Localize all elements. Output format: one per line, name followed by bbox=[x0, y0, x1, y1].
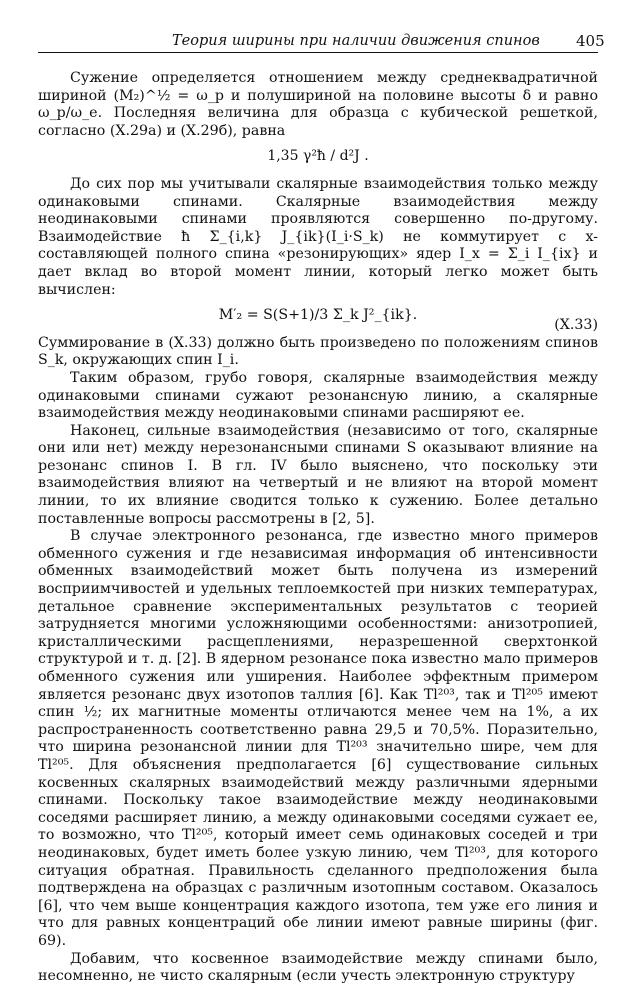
equation-number: (X.33) bbox=[554, 317, 598, 334]
paragraph-narrowing: Сужение определяется отношением между среднеквадратичной шириной (M₂)^½ = ω_p и полушириной на половине высоты δ и равно ω_p/ω_e. Последняя величина для образца с кубической решеткой, согласно (X.29a) и (X.29б), равна bbox=[38, 70, 598, 139]
paragraph-scalar-interactions: До сих пор мы учитывали скалярные взаимодействия только между одинаковыми спинами. Скалярные взаимодействия между неодинаковыми спинами проявляются совершенно по-другому. Взаимодействие ħ Σ_{i,k} J_{ik}(I_i·S_k) не коммутирует с x-составляющей полного спина «резонирующих» ядер I_x = Σ_i I_{ix} и дает вклад во второй момент линии, который легко может быть вычислен: bbox=[38, 175, 598, 298]
paragraph-electron-resonance: В случае электронного резонанса, где известно много примеров обменного сужения и где независимая информация об интенсивности обменных взаимодействий может быть получена из измерений восприимчивостей и удельных теплоемкостей при низких температурах, детальное сравнение экспериментальных результатов с теорией затрудняется многими усложняющими особенностями: анизотропией, кристаллическими расщеплениями, неразрешенной сверхтонкой структурой и т. д. [2]. В ядерном резонансе пока известно мало примеров обменного сужения или уширения. Наиболее эффектным примером является резонанс двух изотопов таллия [6]. Как Tl²⁰³, так и Tl²⁰⁵ имеют спин ½; их магнитные моменты отличаются менее чем на 1%, а их распространенность соответственно равна 29,5 и 70,5%. Поразительно, что ширина резонансной линии для Tl²⁰³ значительно шире, чем для Tl²⁰⁵. Для объяснения предполагается [6] существование сильных косвенных скалярных взаимодействий между различными ядерными спинами. Поскольку такое взаимодействие между неодинаковыми соседями расширяет линию, а между одинаковыми соседями сужает ее, то возможно, что Tl²⁰⁵, который имеет семь одинаковых соседей и три неодинаковых, будет иметь более узкую линию, чем Tl²⁰³, для которого ситуация обратная. Правильность сделанного предположения была подтверждена на образцах с различным изотопным составом. Оказалось [6], что чем выше концентрация каждого изотопа, тем уже его линия и что для равных концентраций обе линии имеют равные ширины (фиг. 69). bbox=[38, 528, 598, 949]
formula-x33 bbox=[38, 307, 598, 334]
page-number: 405 bbox=[576, 32, 605, 50]
formula-narrowing-width: 1,35 γ²ħ / d²J . bbox=[267, 148, 369, 165]
formula-x33-body: M′₂ = S(S+1)/3 Σ_k J²_{ik}. bbox=[218, 307, 418, 324]
header-rule bbox=[38, 52, 598, 53]
paragraph-indirect-interaction: Добавим, что косвенное взаимодействие между спинами было, несомненно, не чисто скалярным (если учесть электронную структуру bbox=[38, 950, 598, 985]
paragraph-summation: Суммирование в (X.33) должно быть произведено по положениям спинов S_k, окружающих спин I_i. bbox=[38, 334, 598, 369]
running-title: Теория ширины при наличии движения спинов bbox=[172, 33, 540, 49]
page-header bbox=[0, 30, 633, 52]
paragraph-summary: Таким образом, грубо говоря, скалярные взаимодействия между одинаковыми спинами сужают резонансную линию, а скалярные взаимодействия между неодинаковыми спинами расширяют ее. bbox=[38, 369, 598, 422]
page-body bbox=[38, 70, 598, 986]
paragraph-strong-interactions: Наконец, сильные взаимодействия (независимо от того, скалярные они или нет) между нерезонансными спинами S оказывают влияние на резонанс спинов I. В гл. IV было выяснено, что поскольку эти взаимодействия влияют на четвертый и не влияют на второй момент линии, то их влияние сводится только к сужению. Более детально поставленные вопросы рассмотрены в [2, 5]. bbox=[38, 422, 598, 527]
